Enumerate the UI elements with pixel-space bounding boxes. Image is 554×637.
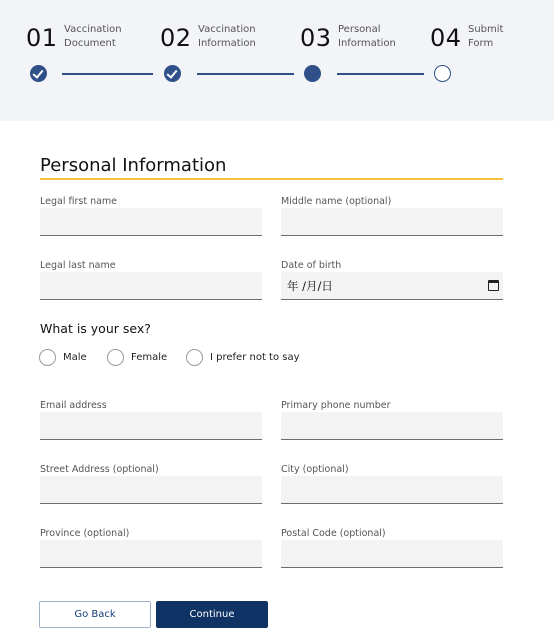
street-label: Street Address (optional): [40, 464, 159, 475]
step-2-check-icon: [164, 65, 181, 82]
step-4-label: Submit Form: [468, 24, 504, 49]
progress-stepper: [0, 0, 554, 121]
step-2-number: 02: [160, 24, 192, 52]
dob-label: Date of birth: [281, 260, 342, 271]
email-input[interactable]: [40, 412, 262, 440]
step-3-label: Personal Information: [338, 24, 396, 49]
first-name-label: Legal first name: [40, 196, 118, 207]
continue-button[interactable]: Continue: [156, 601, 268, 628]
step-3-current-icon: [304, 65, 321, 82]
step-4-number: 04: [430, 24, 462, 52]
radio-female-label[interactable]: Female: [131, 352, 168, 363]
province-label: Province (optional): [40, 528, 130, 539]
postal-input[interactable]: [281, 540, 503, 568]
sex-question: What is your sex?: [40, 321, 151, 336]
province-input[interactable]: [40, 540, 262, 568]
street-input[interactable]: [40, 476, 262, 504]
radio-prefer-not-to-say[interactable]: [186, 349, 203, 366]
step-1-number: 01: [26, 24, 58, 52]
step-2-label: Vaccination Information: [198, 24, 256, 49]
radio-male-label[interactable]: Male: [63, 352, 87, 363]
phone-label: Primary phone number: [281, 400, 391, 411]
city-label: City (optional): [281, 464, 349, 475]
middle-name-label: Middle name (optional): [281, 196, 392, 207]
step-1-check-icon: [30, 65, 47, 82]
radio-female[interactable]: [107, 349, 124, 366]
step-connector: [197, 73, 294, 75]
step-connector: [62, 73, 153, 75]
radio-prefer-not-to-say-label[interactable]: I prefer not to say: [210, 352, 300, 363]
last-name-label: Legal last name: [40, 260, 116, 271]
title-underline: [40, 178, 503, 180]
postal-label: Postal Code (optional): [281, 528, 386, 539]
phone-input[interactable]: [281, 412, 503, 440]
middle-name-input[interactable]: [281, 208, 503, 236]
step-1-label: Vaccination Document: [64, 24, 122, 49]
go-back-button[interactable]: Go Back: [39, 601, 151, 628]
last-name-input[interactable]: [40, 272, 262, 300]
calendar-icon[interactable]: [488, 280, 499, 291]
page-title: Personal Information: [40, 155, 227, 176]
first-name-input[interactable]: [40, 208, 262, 236]
step-3-number: 03: [300, 24, 332, 52]
dob-placeholder: 年 /月/日: [287, 279, 333, 293]
email-label: Email address: [40, 400, 107, 411]
city-input[interactable]: [281, 476, 503, 504]
radio-male[interactable]: [39, 349, 56, 366]
step-connector: [337, 73, 424, 75]
dob-input[interactable]: [281, 272, 503, 300]
step-4-pending-icon: [434, 65, 451, 82]
